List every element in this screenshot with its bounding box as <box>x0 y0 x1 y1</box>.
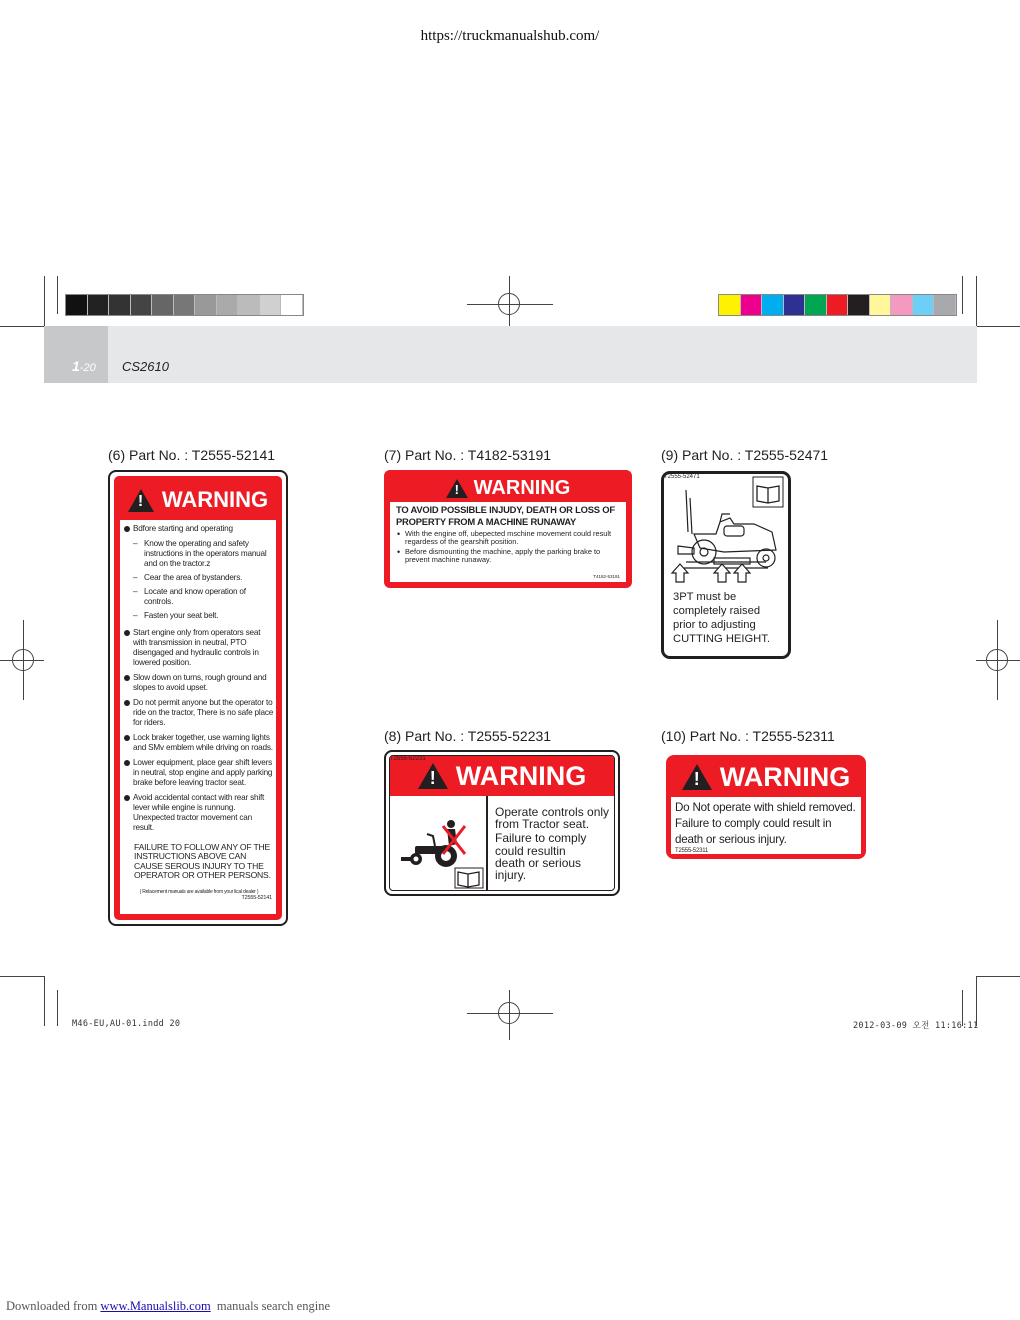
color-swatch <box>934 295 956 315</box>
manualslib-link[interactable]: www.Manualslib.com <box>100 1299 211 1313</box>
color-swatch <box>152 295 174 315</box>
bullet-item: Bdfore starting and operating <box>124 524 274 534</box>
instruction-line: completely raised <box>673 605 761 618</box>
bullet-item: Slow down on turns, rough ground and slopes to avoid upset. <box>124 673 274 693</box>
instruction-line: 3PT must be <box>673 591 737 603</box>
registration-line <box>509 276 510 328</box>
instruction-line: CUTTING HEIGHT. <box>673 633 770 646</box>
crop-mark <box>44 276 45 326</box>
crop-mark <box>57 990 58 1026</box>
bullet-item: Lower equipment, place gear shift levers in neutral, stop engine and apply parking brake before leaving tractor seat. <box>124 758 274 788</box>
warning-triangle-icon <box>128 489 154 512</box>
warning-decal-10 <box>666 755 866 859</box>
caution-decal-9 <box>661 471 791 659</box>
instruction-line: Failure to comply could result in <box>675 816 832 830</box>
page-number: 1-20 <box>72 358 96 374</box>
bullet-item: Lock braker together, use warning lights and SMv emblem while driving on roads. <box>124 733 274 753</box>
color-swatch <box>238 295 260 315</box>
color-swatch <box>66 295 88 315</box>
registration-line <box>976 660 1020 661</box>
registration-line <box>467 304 553 305</box>
instruction-line: could resultin <box>495 843 566 858</box>
sub-item: – Fasten your seat belt. <box>124 611 274 621</box>
sub-item: – Know the operating and safety instructions in the operators manual and on the tractor.z <box>124 539 274 569</box>
color-swatch <box>913 295 935 315</box>
crop-mark <box>57 276 58 314</box>
bullet-item: Do not permit anyone but the operator to ride on the tractor, There is no safe place for riders. <box>124 698 274 728</box>
decal-part-number: T2555-52231 <box>390 756 426 762</box>
color-swatch <box>195 295 217 315</box>
color-swatch <box>131 295 153 315</box>
color-swatch <box>827 295 849 315</box>
crop-mark <box>0 326 44 327</box>
warning-title: WARNING <box>719 761 851 792</box>
registration-line <box>467 1013 553 1014</box>
registration-line <box>997 620 998 700</box>
warning-triangle-icon <box>418 763 448 789</box>
instruction-line: Operate controls only <box>495 805 610 819</box>
caption-6: (6) Part No. : T2555-52141 <box>108 447 276 463</box>
crop-mark <box>976 276 977 326</box>
decal-frame <box>389 755 615 891</box>
color-swatch <box>281 295 303 315</box>
instruction-line: prior to adjusting <box>673 619 756 632</box>
gray-color-bar <box>65 294 304 316</box>
page-header <box>44 326 977 383</box>
color-swatch <box>109 295 131 315</box>
warning-decal-8 <box>384 750 620 896</box>
crop-mark <box>0 976 44 977</box>
manual-book-icon <box>753 477 783 507</box>
warning-decal-7 <box>384 470 632 588</box>
decal-body <box>390 502 626 582</box>
failure-notice: FAILURE TO FOLLOW ANY OF THE INSTRUCTIONS ABOVE CAN CAUSE SEROUS INJURY TO THE OPERATOR OR OTHER PERSONS. <box>134 842 271 881</box>
date-slug: 2012-03-09 오전 11:16:11 <box>853 1021 979 1031</box>
decal-instruction <box>673 590 770 646</box>
manual-book-icon <box>455 868 483 888</box>
warning-header <box>384 474 632 502</box>
decal-frame <box>114 476 282 920</box>
color-swatch <box>870 295 892 315</box>
registration-line <box>23 620 24 700</box>
decal-part-number: T2555-52141 <box>241 894 272 901</box>
model-name: CS2610 <box>122 359 169 374</box>
source-url[interactable]: https://truckmanualshub.com/ <box>420 28 600 44</box>
tractor-operator-icon <box>391 796 485 890</box>
crop-mark <box>44 976 45 1026</box>
color-swatch <box>848 295 870 315</box>
warning-header <box>114 482 282 518</box>
warning-title: WARNING <box>455 760 587 791</box>
instruction-line: from Tractor seat. <box>495 817 590 832</box>
process-color-bar <box>718 294 957 316</box>
warning-title: WARNING <box>473 476 571 499</box>
footer-prefix: Downloaded from <box>6 1299 98 1313</box>
download-footer <box>6 1299 330 1314</box>
warning-triangle-icon <box>446 479 468 498</box>
caption-9: (9) Part No. : T2555-52471 <box>661 447 829 463</box>
decal-heading: TO AVOID POSSIBLE INJUDY, DEATH OR LOSS OF PROPERTY FROM A MACHINE RUNAWAY <box>396 504 615 527</box>
decal-instruction <box>495 806 609 881</box>
divider <box>486 796 488 890</box>
file-slug: M46-EU,AU-01.indd 20 <box>72 1019 181 1029</box>
sub-item: – Cear the area of bystanders. <box>124 573 274 583</box>
footer-suffix: manuals search engine <box>216 1299 330 1313</box>
color-swatch <box>88 295 110 315</box>
page-tab <box>44 326 108 383</box>
decal-body <box>671 797 861 854</box>
caption-10: (10) Part No. : T2555-52311 <box>661 728 835 744</box>
manual-note: ( Relacement manuals are available from your lical dealer ) <box>139 888 259 895</box>
color-swatch <box>174 295 196 315</box>
decal-body <box>120 520 276 914</box>
registration-line <box>0 660 44 661</box>
color-swatch <box>719 295 741 315</box>
color-swatch <box>762 295 784 315</box>
caption-7: (7) Part No. : T4182-53191 <box>384 447 552 463</box>
decal-part-number: T2555-52471 <box>664 474 700 480</box>
color-swatch <box>805 295 827 315</box>
bullet-item: • Before dismounting the machine, apply the parking brake to prevent machine runaway. <box>396 548 620 565</box>
instruction-line: death or serious injury. <box>675 832 787 846</box>
color-swatch <box>260 295 282 315</box>
tractor-3pt-illustration <box>664 474 788 584</box>
warning-header <box>666 758 866 796</box>
instruction-line: injury. <box>495 868 527 883</box>
instruction-line: death or serious <box>495 855 582 870</box>
bullet-item: Avoid accidental contact with rear shift lever while engine is runnung. Unexpected tractor movement can result. <box>124 793 274 833</box>
sub-item: – Locate and know operation of controls. <box>124 587 274 607</box>
caption-8: (8) Part No. : T2555-52231 <box>384 728 552 744</box>
decal-part-number: T2555-52311 <box>675 848 709 855</box>
bullet-item: Start engine only from operators seat with transmission in neutral, PTO disengaged and hydraulic controls in lowered position. <box>124 628 274 668</box>
decal-part-number: T4182-53191 <box>593 573 620 579</box>
warning-title: WARNING <box>161 487 269 512</box>
raise-arrows <box>672 564 750 582</box>
warning-header <box>390 756 614 796</box>
color-swatch <box>891 295 913 315</box>
crop-mark <box>962 276 963 314</box>
registration-line <box>509 990 510 1040</box>
instruction-line: Failure to comply <box>495 831 587 846</box>
instruction-line: Do Not operate with shield removed. <box>675 801 856 814</box>
warning-decal-6 <box>108 470 288 926</box>
crop-mark <box>976 976 1020 977</box>
bullet-item: • With the engine off, ubepected mschine movement could result regardess of the gearshift position. <box>396 530 620 547</box>
crop-mark <box>976 326 1020 327</box>
color-swatch <box>784 295 806 315</box>
color-swatch <box>741 295 763 315</box>
color-swatch <box>217 295 239 315</box>
warning-triangle-icon <box>682 764 712 790</box>
